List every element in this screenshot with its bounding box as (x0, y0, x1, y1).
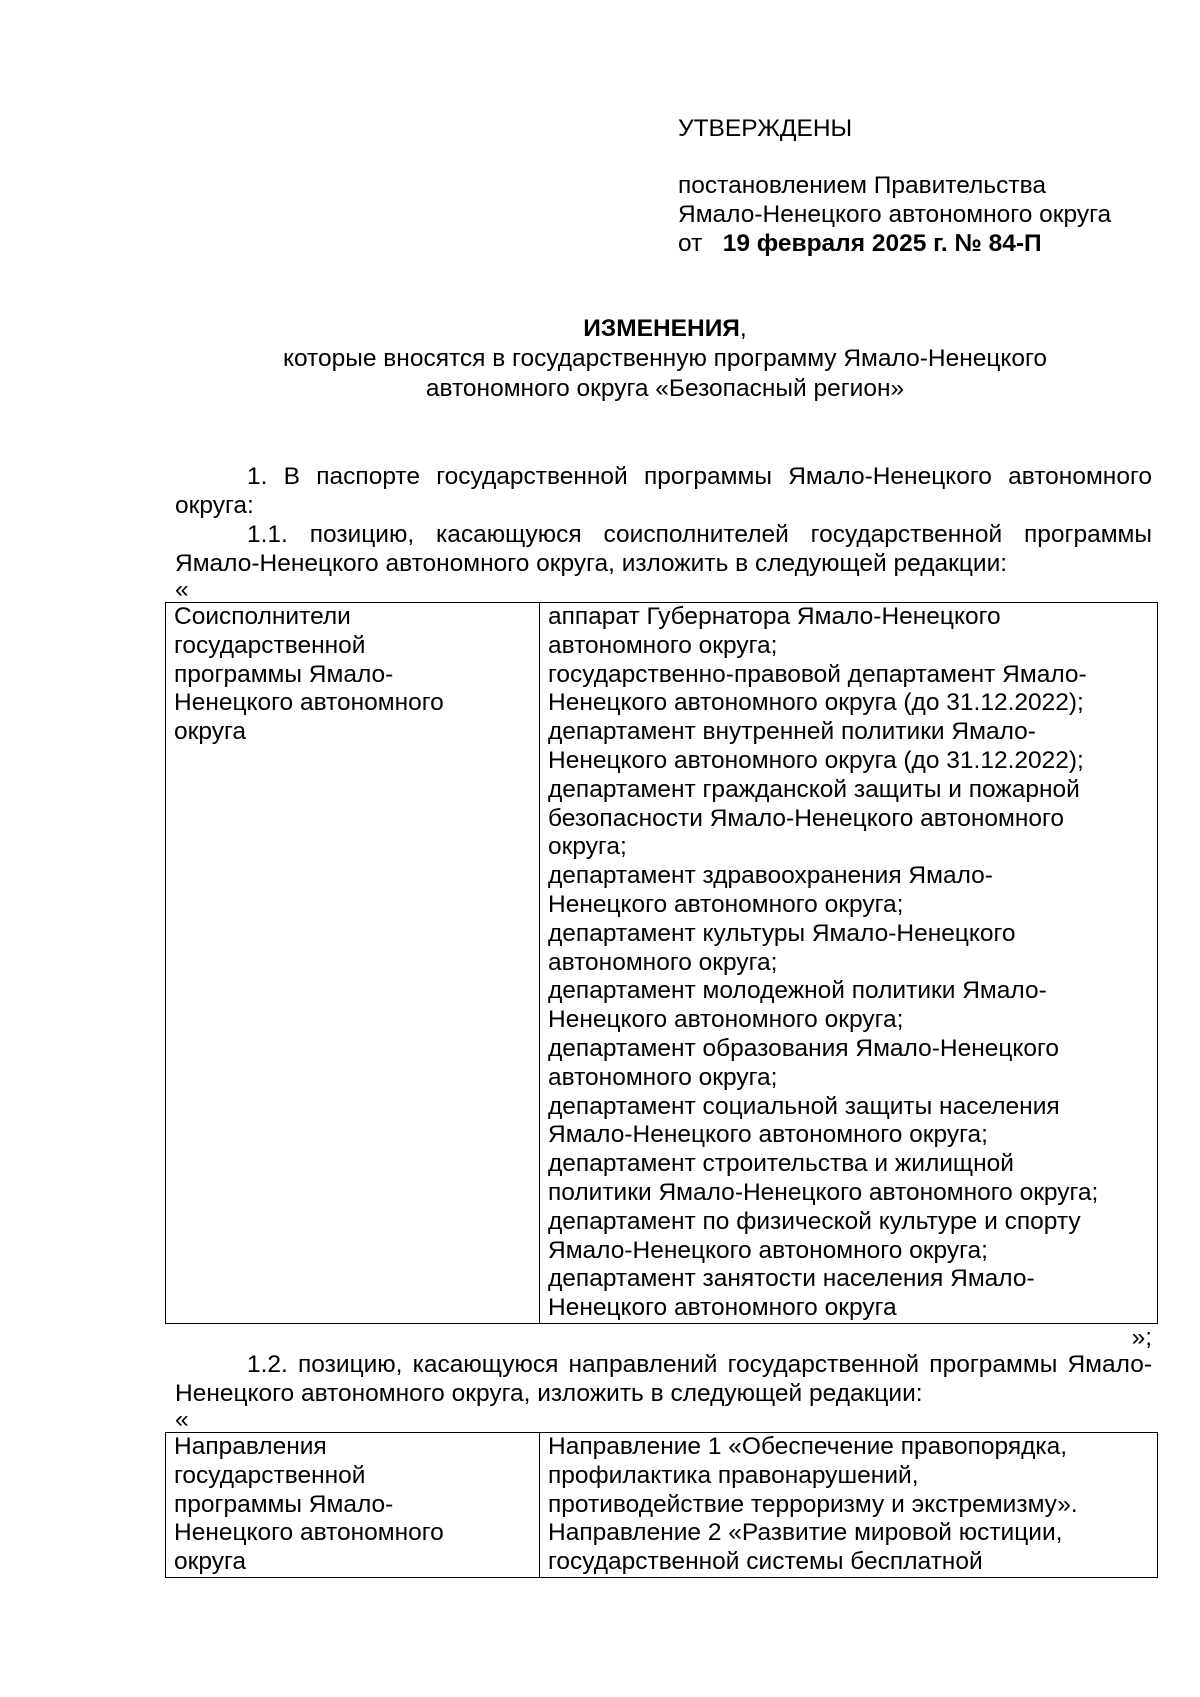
directions-list-cell (540, 1433, 1158, 1578)
table-label-line: Ненецкого автономного (174, 689, 444, 717)
title-sub-line-2: автономного округа «Безопасный регион» (425, 375, 905, 402)
list-item: департамент по физической культуре и спорту (548, 1207, 1081, 1235)
approval-date-prefix: от (678, 230, 703, 257)
list-item: автономного округа; (548, 1063, 778, 1091)
list-item: автономного округа; (548, 948, 778, 976)
co-executors-list-cell (540, 603, 1158, 1324)
document-title (175, 314, 1155, 404)
table-label-line: государственной (174, 1461, 366, 1489)
table-label-line: Направления (174, 1433, 327, 1460)
title-main: ИЗМЕНЕНИЯ (583, 315, 740, 342)
section-1-intro-text: 1. В паспорте государственной программы Ямало-Ненецкого автономного округа: (175, 463, 1152, 519)
co-executors-label-cell (166, 603, 540, 1324)
open-quote-2: « (175, 1406, 189, 1433)
list-item: округа; (548, 833, 627, 861)
list-item: государственной системы бесплатной (548, 1548, 983, 1576)
list-item: Ненецкого автономного округа (548, 1294, 897, 1322)
list-item: безопасности Ямало-Ненецкого автономного (548, 804, 1065, 832)
table-row (166, 1433, 1158, 1578)
list-item: государственно-правовой департамент Ямало- (548, 660, 1087, 688)
approval-line-2: Ямало-Ненецкого автономного округа (678, 201, 1112, 228)
list-item: противодействие терроризму и экстремизму». (548, 1490, 1078, 1518)
list-item: Ненецкого автономного округа; (548, 890, 904, 918)
approval-date (678, 229, 1178, 258)
table-label-line: программы Ямало- (174, 660, 394, 688)
list-item: Направление 1 «Обеспечение правопорядка, (548, 1433, 1068, 1460)
list-item: политики Ямало-Ненецкого автономного округа; (548, 1178, 1099, 1206)
list-item: департамент внутренней политики Ямало- (548, 718, 1036, 746)
approval-line-1: постановлением Правительства (678, 172, 1046, 199)
item-1-1 (175, 520, 1152, 578)
directions-label-cell (166, 1433, 540, 1578)
list-item: Ямало-Ненецкого автономного округа; (548, 1236, 988, 1264)
approval-heading: УТВЕРЖДЕНЫ (678, 115, 853, 142)
open-quote-1: « (175, 576, 189, 603)
item-1-2-text: 1.2. позицию, касающуюся направлений государственной программы Ямало-Ненецкого автономного округа, изложить в следующей редакции: (175, 1351, 1152, 1407)
list-item: профилактика правонарушений, (548, 1461, 919, 1489)
list-item: Ненецкого автономного округа (до 31.12.2022); (548, 689, 1084, 717)
title-sub-line-1: которые вносятся в государственную программу Ямало-Ненецкого (282, 345, 1048, 372)
co-executors-table (165, 602, 1158, 1324)
list-item: Направление 2 «Развитие мировой юстиции, (548, 1519, 1063, 1547)
item-1-1-text: 1.1. позицию, касающуюся соисполнителей государственной программы Ямало-Ненецкого автономного округа, изложить в следующей редакции: (175, 521, 1152, 577)
table-label-line: округа (174, 718, 246, 746)
table-label-line: Соисполнители (174, 603, 351, 630)
list-item: департамент занятости населения Ямало- (548, 1265, 1035, 1293)
approval-date-number: 19 февраля 2025 г. № 84-П (722, 230, 1042, 257)
title-main-suffix: , (739, 315, 747, 342)
table-label-line: Ненецкого автономного (174, 1519, 444, 1547)
list-item: департамент гражданской защиты и пожарной (548, 775, 1080, 803)
list-item: департамент культуры Ямало-Ненецкого (548, 919, 1016, 947)
list-item: департамент строительства и жилищной (548, 1150, 1014, 1178)
list-item: департамент образования Ямало-Ненецкого (548, 1034, 1060, 1062)
table-row (166, 603, 1158, 1324)
list-item: департамент социальной защиты населения (548, 1092, 1060, 1120)
item-1-2 (175, 1350, 1152, 1408)
close-quote-1: »; (1131, 1324, 1152, 1351)
table-label-line: государственной (174, 631, 366, 659)
table-label-line: округа (174, 1548, 246, 1576)
list-item: автономного округа; (548, 631, 778, 659)
list-item: Ямало-Ненецкого автономного округа; (548, 1121, 988, 1149)
directions-table (165, 1432, 1158, 1578)
table-label-line: программы Ямало- (174, 1490, 394, 1518)
list-item: аппарат Губернатора Ямало-Ненецкого (548, 603, 1001, 630)
list-item: департамент здравоохранения Ямало- (548, 862, 993, 890)
approval-block (678, 114, 1178, 258)
list-item: департамент молодежной политики Ямало- (548, 977, 1047, 1005)
section-1-intro (175, 462, 1152, 520)
list-item: Ненецкого автономного округа (до 31.12.2022); (548, 746, 1084, 774)
list-item: Ненецкого автономного округа; (548, 1006, 904, 1034)
